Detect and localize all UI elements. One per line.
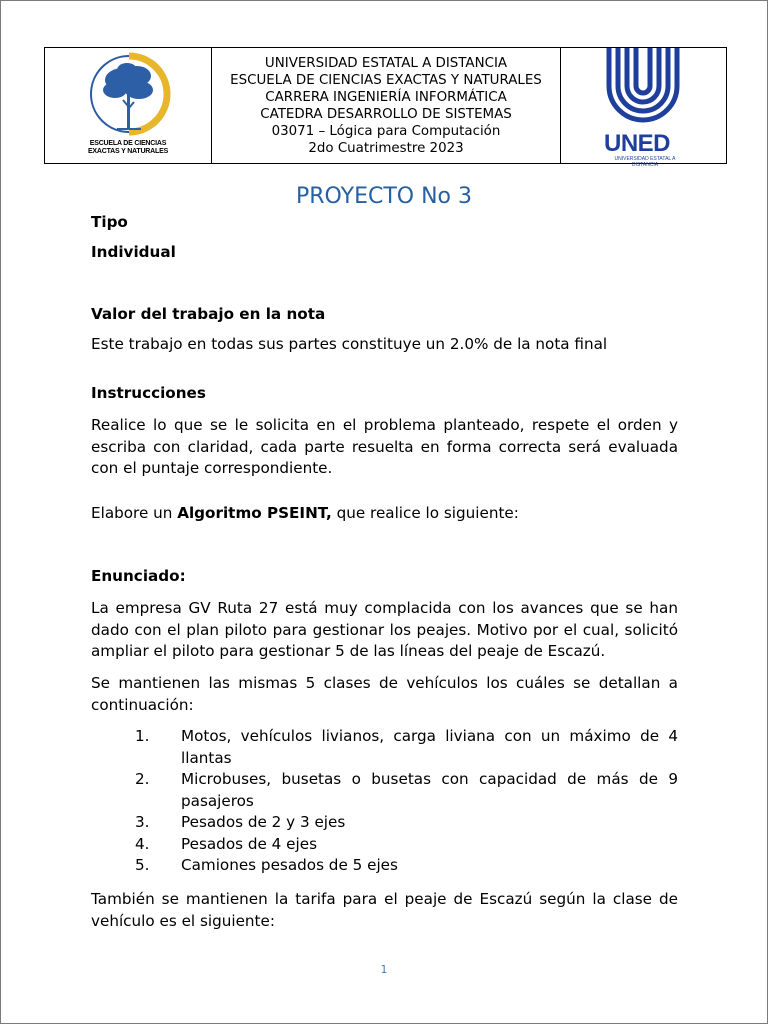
- uned-wordmark: UNED: [604, 130, 671, 157]
- school-logo-caption: ESCUELA DE CIENCIAS EXACTAS Y NATURALES: [87, 140, 169, 155]
- header-line-term: 2do Cuatrimestre 2023: [308, 140, 464, 156]
- elabore-pre: Elabore un: [91, 504, 178, 522]
- elabore-post: que realice lo siguiente:: [331, 504, 519, 522]
- valor-heading: Valor del trabajo en la nota: [91, 305, 326, 323]
- enunciado-paragraph-3: También se mantienen la tarifa para el peaje de Escazú según la clase de vehículo es el siguiente:: [91, 890, 678, 930]
- enunciado-paragraph-1: La empresa GV Ruta 27 está muy complacida con los avances que se han dado con el plan piloto para gestionar los peajes. Motivo por el cual, solicitó ampliar el piloto para gestionar 5 de las líneas del peaje de Escazú.: [91, 599, 678, 660]
- header-table: [44, 47, 727, 168]
- header-line-university: UNIVERSIDAD ESTATAL A DISTANCIA: [264, 55, 508, 71]
- vehicle-class-list: [91, 726, 678, 877]
- header-line-school: ESCUELA DE CIENCIAS EXACTAS Y NATURALES: [230, 72, 542, 88]
- page-number: 1: [380, 963, 388, 976]
- instrucciones-text: Realice lo que se le solicita en el problema planteado, respete el orden y escriba con claridad, cada parte resuelta en forma correcta será evaluada con el puntaje correspondiente.: [91, 416, 678, 477]
- uned-caption: UNIVERSIDAD ESTATAL A DISTANCIA: [614, 156, 676, 168]
- list-item: 2. Microbuses, busetas o busetas con capacidad de más de 9 pasajeros: [135, 770, 678, 810]
- instrucciones-heading: Instrucciones: [91, 384, 206, 402]
- school-tree-logo: [87, 50, 171, 142]
- tipo-label: Tipo: [91, 213, 128, 231]
- header-line-career: CARRERA INGENIERÍA INFORMÁTICA: [265, 89, 507, 105]
- tipo-value: Individual: [91, 243, 176, 261]
- uned-logo-cell: [561, 48, 726, 168]
- elabore-paragraph: [91, 503, 678, 525]
- list-item: 5. Camiones pesados de 5 ejes: [135, 856, 398, 874]
- list-item: 1. Motos, vehículos livianos, carga liviana con un máximo de 4 llantas: [135, 727, 678, 767]
- list-item: 3. Pesados de 2 y 3 ejes: [135, 813, 346, 831]
- enunciado-heading: Enunciado:: [91, 567, 186, 585]
- header-institution-text: [212, 48, 561, 163]
- school-logo-cell: [45, 48, 212, 163]
- header-line-course: 03071 – Lógica para Computación: [271, 123, 501, 139]
- header-line-chair: CATEDRA DESARROLLO DE SISTEMAS: [260, 106, 512, 122]
- list-item: 4. Pesados de 4 ejes: [135, 834, 317, 853]
- document-title: PROYECTO No 3: [295, 184, 473, 209]
- valor-text: Este trabajo en todas sus partes constituye un 2.0% de la nota final: [91, 335, 608, 353]
- uned-logo: [603, 48, 683, 130]
- elabore-bold: Algoritmo PSEINT,: [177, 504, 332, 522]
- enunciado-paragraph-2: Se mantienen las mismas 5 clases de vehículos los cuáles se detallan a continuación:: [91, 674, 678, 714]
